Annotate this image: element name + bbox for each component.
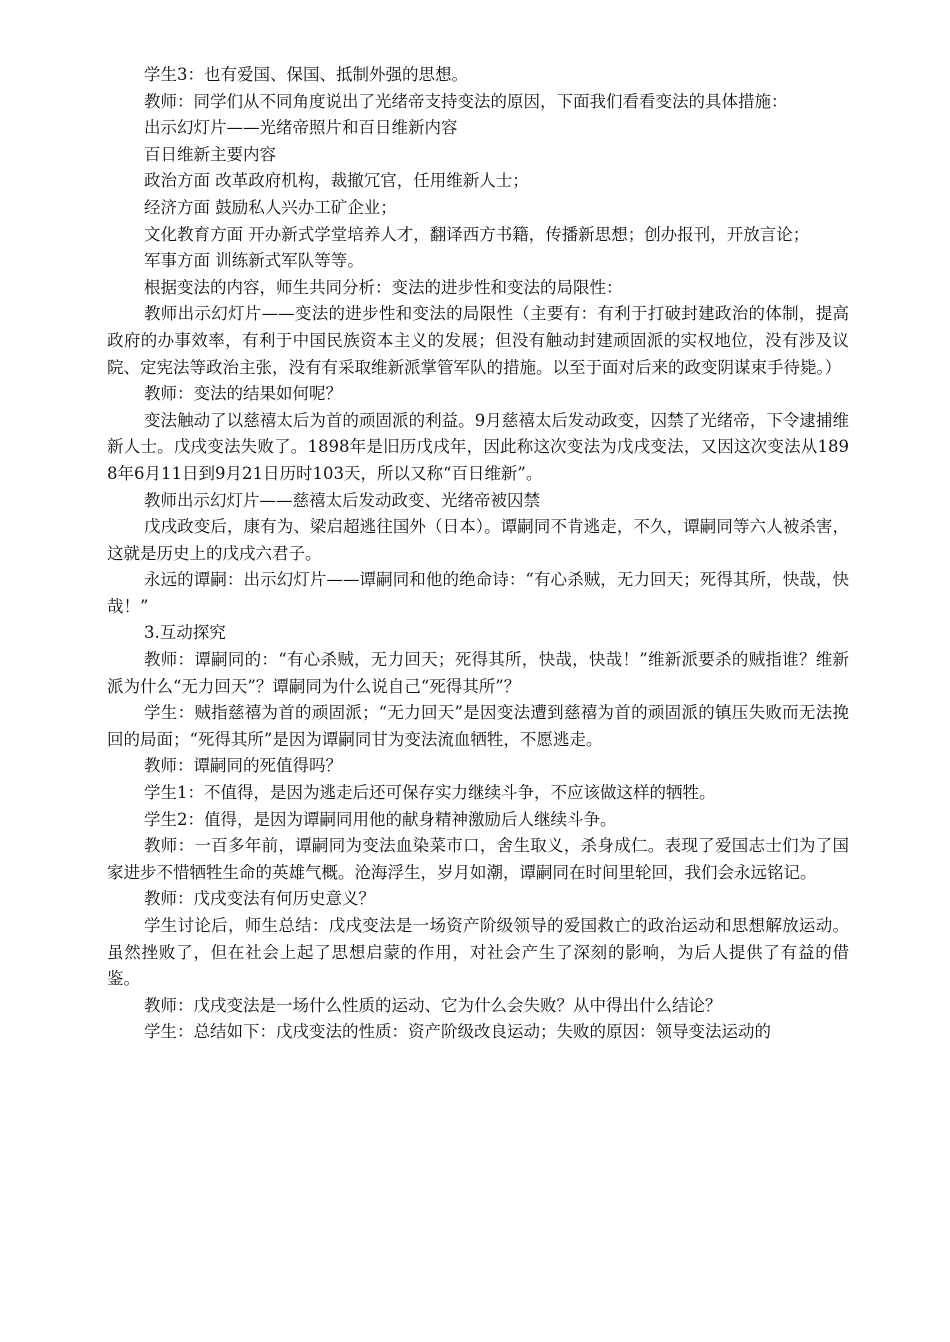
paragraph: 教师出示幻灯片——慈禧太后发动政变、光绪帝被囚禁 bbox=[144, 490, 540, 510]
paragraph: 学生3：也有爱国、保国、抵制外强的思想。 bbox=[144, 65, 468, 84]
paragraph: 军事方面 训练新式军队等等。 bbox=[144, 251, 364, 271]
paragraph: 学生讨论后，师生总结：戊戌变法是一场资产阶级领导的爱国救亡的政治运动和思想解放运动。虽然挫败了，但在社会上起了思想启蒙的作用，对社会产生了深刻的影响，为后人提供了有益的借鉴。 bbox=[107, 916, 849, 989]
paragraph: 学生：总结如下：戊戌变法的性质：资产阶级改良运动；失败的原因：领导变法运动的 bbox=[144, 1022, 771, 1042]
paragraph: 教师：谭嗣同的：“有心杀贼，无力回天；死得其所，快哉，快哉！”维新派要杀的贼指谁？维新派为什么“无力回天”？谭嗣同为什么说自己“死得其所”？ bbox=[107, 650, 849, 696]
paragraph: 学生2：值得，是因为谭嗣同用他的献身精神激励后人继续斗争。 bbox=[144, 809, 617, 829]
paragraph: 教师：谭嗣同的死值得吗？ bbox=[144, 756, 342, 776]
section-heading: 3.互动探究 bbox=[144, 623, 226, 643]
document-page bbox=[107, 62, 849, 1046]
paragraph: 学生1：不值得，是因为逃走后还可保存实力继续斗争，不应该做这样的牺牲。 bbox=[144, 783, 716, 803]
paragraph: 教师：一百多年前，谭嗣同为变法血染菜市口，舍生取义，杀身成仁。表现了爱国志士们为了国家进步不惜牺牲生命的英雄气概。沧海浮生，岁月如潮，谭嗣同在时间里轮回，我们会永远铭记。 bbox=[107, 836, 849, 882]
paragraph: 教师：戊戌变法是一场什么性质的运动、它为什么会失败？从中得出什么结论？ bbox=[144, 995, 722, 1015]
paragraph: 教师：戊戌变法有何历史意义？ bbox=[144, 889, 375, 909]
paragraph: 根据变法的内容，师生共同分析：变法的进步性和变法的局限性： bbox=[144, 277, 623, 297]
paragraph: 学生：贼指慈禧为首的顽固派；“无力回天”是因变法遭到慈禧为首的顽固派的镇压失败而无法挽回的局面；“死得其所”是因为谭嗣同甘为变法流血牺牲，不愿逃走。 bbox=[107, 703, 849, 749]
paragraph: 戊戌政变后，康有为、梁启超逃往国外（日本）。谭嗣同不肯逃走，不久，谭嗣同等六人被杀害，这就是历史上的戊戌六君子。 bbox=[107, 517, 849, 563]
paragraph: 经济方面 鼓励私人兴办工矿企业； bbox=[144, 197, 397, 217]
paragraph: 出示幻灯片——光绪帝照片和百日维新内容 bbox=[144, 118, 458, 138]
paragraph: 永远的谭嗣：出示幻灯片——谭嗣同和他的绝命诗：“有心杀贼，无力回天；死得其所，快哉，快哉！” bbox=[107, 570, 849, 616]
paragraph: 政治方面 改革政府机构，裁撤冗官，任用维新人士； bbox=[144, 171, 529, 191]
paragraph: 文化教育方面 开办新式学堂培养人才，翻译西方书籍，传播新思想；创办报刊，开放言论； bbox=[144, 224, 810, 244]
paragraph: 教师：变法的结果如何呢？ bbox=[144, 384, 342, 404]
paragraph: 教师：同学们从不同角度说出了光绪帝支持变法的原因，下面我们看看变法的具体措施： bbox=[144, 91, 788, 111]
paragraph: 变法触动了以慈禧太后为首的顽固派的利益。9月慈禧太后发动政变，囚禁了光绪帝，下令逮捕维新人士。戊戌变法失败了。1898年是旧历戊戌年，因此称这次变法为戊戌变法，又因这次变法从1898年6月11日到9月21日历时103天，所以又称“百日维新”。 bbox=[107, 410, 849, 483]
paragraph: 百日维新主要内容 bbox=[144, 144, 276, 164]
paragraph: 教师出示幻灯片——变法的进步性和变法的局限性（主要有：有利于打破封建政治的体制，提高政府的办事效率，有利于中国民族资本主义的发展；但没有触动封建顽固派的实权地位，没有涉及议院、定宪法等政治主张，没有有采取维新派掌管军队的措施。以至于面对后来的政变阴谋束手待毙。） bbox=[107, 304, 849, 377]
